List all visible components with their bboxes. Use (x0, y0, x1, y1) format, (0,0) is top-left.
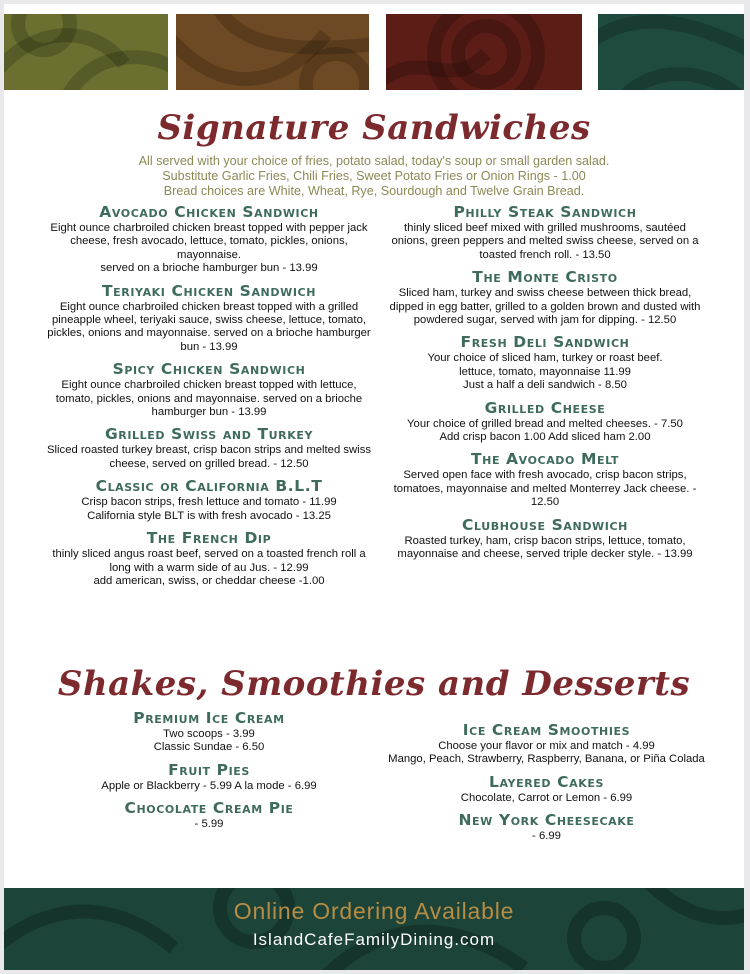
menu-item-name: The Monte Cristo (472, 268, 618, 287)
menu-item-description: Sliced ham, turkey and swiss cheese between thick bread, dipped in egg batter, grilled to a golden brown and dusted with powdered sugar, served with jam for dipping. - 12.50 (389, 287, 701, 327)
menu-item-name: Layered Cakes (489, 772, 604, 791)
menu-item-description: Your choice of grilled bread and melted cheeses. - 7.50 Add crisp bacon 1.00 Add sliced ham 2.00 (407, 417, 683, 444)
menu-item-description: Served open face with fresh avocado, crisp bacon strips, tomatoes, mayonnaise and melted Monterrey Jack cheese. - 12.50 (393, 469, 697, 509)
menu-item-description: Your choice of sliced ham, turkey or roast beef. lettuce, tomato, mayonnaise 11.99 Just a half a deli sandwich - 8.50 (427, 352, 663, 392)
desserts-right-column (384, 720, 709, 849)
menu-item-name: Chocolate Cream Pie (124, 799, 294, 818)
menu-item-description: Sliced roasted turkey breast, crisp bacon strips and melted swiss cheese, served on grilled bread. - 12.50 (47, 444, 371, 470)
menu-item-description: Eight ounce charbroiled chicken breast topped with lettuce, tomato, pickles, onions and mayonnaise. served on a brioche hamburger bun - 13.99 (55, 379, 363, 419)
menu-page (4, 4, 744, 970)
website-url[interactable]: IslandCafeFamilyDining.com (252, 930, 496, 949)
menu-item-description: Two scoops - 3.99 Classic Sundae - 6.50 (153, 728, 265, 754)
intro-line: Bread choices are White, Wheat, Rye, Sourdough and Twelve Grain Bread. (163, 184, 585, 198)
menu-item-name: Grilled Cheese (484, 398, 606, 417)
menu-item-name: Spicy Chicken Sandwich (112, 360, 306, 379)
menu-item-name: Ice Cream Smoothies (462, 721, 631, 739)
online-ordering-heading: Online Ordering Available (233, 898, 515, 924)
menu-item-description: Apple or Blackberry - 5.99 A la mode - 6.99 (101, 779, 317, 792)
menu-item-name: Philly Steak Sandwich (453, 203, 637, 221)
footer-banner (4, 888, 744, 970)
desserts-title: Shakes, Smoothies and Desserts (57, 664, 691, 704)
sandwiches-title: Signature Sandwiches (157, 108, 591, 148)
menu-item-name: Classic or California B.L.T (95, 477, 323, 496)
sandwiches-intro (4, 154, 744, 199)
menu-item-description: - 5.99 (194, 818, 224, 831)
intro-line: All served with your choice of fries, potato salad, today's soup or small garden salad. (138, 154, 610, 168)
menu-item-name: Avocado Chicken Sandwich (99, 203, 319, 221)
menu-item-name: Clubhouse Sandwich (462, 515, 628, 534)
menu-item-description: Roasted turkey, ham, crisp bacon strips, lettuce, tomato, mayonnaise and cheese, served triple decker style. - 13.99 (397, 534, 693, 561)
intro-line: Substitute Garlic Fries, Chili Fries, Sweet Potato Fries or Onion Rings - 1.00 (162, 169, 586, 183)
maroon-swirl-swatch (386, 14, 582, 90)
sandwiches-left-column (44, 202, 374, 593)
menu-item-description: Crisp bacon strips, fresh lettuce and tomato - 11.99 California style BLT is with fresh avocado - 13.25 (81, 496, 337, 522)
brown-swirl-swatch (176, 14, 369, 90)
teal-swirl-swatch (598, 14, 744, 90)
olive-swirl-swatch (4, 14, 168, 90)
menu-item-description: - 6.99 (532, 830, 561, 843)
menu-item-name: Teriyaki Chicken Sandwich (102, 281, 316, 300)
menu-item-description: Eight ounce charbroiled chicken breast topped with a grilled pineapple wheel, teriyaki sauce, swiss cheese, lettuce, tomato, pickles, onions and mayonnaise. served on a brioche hamburger bun - 13.99 (47, 300, 371, 353)
menu-item-name: Grilled Swiss and Turkey (104, 425, 314, 444)
menu-item-name: New York Cheesecake (458, 811, 635, 830)
menu-item-description: Eight ounce charbroiled chicken breast topped with pepper jack cheese, fresh avocado, lettuce, tomato, pickles, onions, mayonnaise. served on a brioche hamburger bun - 13.99 (50, 222, 368, 275)
menu-item-description: Chocolate, Carrot or Lemon - 6.99 (460, 791, 633, 804)
desserts-left-column (54, 708, 364, 837)
menu-item-description: Choose your flavor or mix and match - 4.99 Mango, Peach, Strawberry, Raspberry, Banana, or Piña Colada (388, 740, 705, 766)
menu-item-description: thinly sliced beef mixed with grilled mushrooms, sautéed onions, green peppers and melted swiss cheese, served on a toasted french roll. - 13.50 (391, 222, 699, 261)
menu-item-name: The Avocado Melt (470, 450, 620, 469)
menu-item-description: thinly sliced angus roast beef, served on a toasted french roll a long with a warm side of au Jus. - 12.99 add american, swiss, or cheddar cheese -1.00 (52, 548, 366, 587)
menu-item-name: The French Dip (146, 529, 272, 548)
menu-item-name: Fruit Pies (168, 760, 250, 779)
menu-item-name: Premium Ice Cream (133, 709, 285, 727)
menu-item-name: Fresh Deli Sandwich (460, 333, 630, 352)
sandwiches-right-column (386, 202, 704, 567)
